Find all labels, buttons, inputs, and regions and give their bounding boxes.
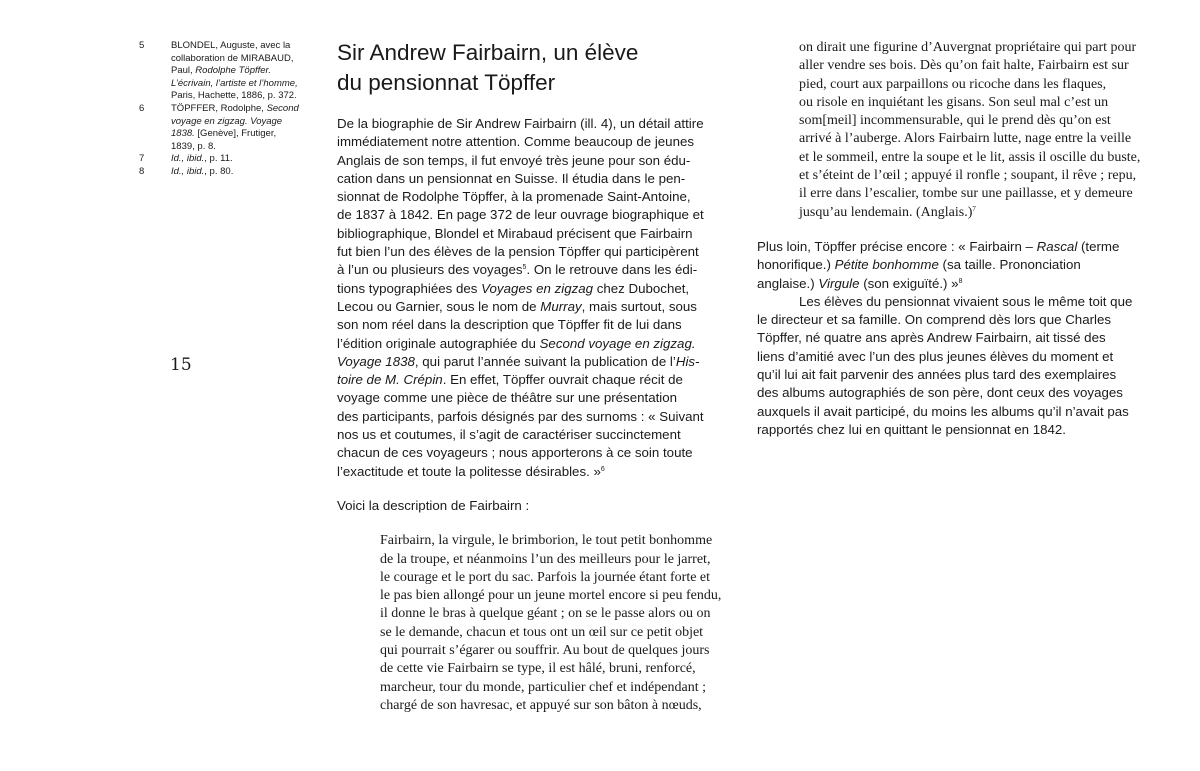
text-line: toire de M. Crépin. En effet, Töpffer ouvrait chaque récit de (337, 372, 683, 388)
text-line: immédiatement notre attention. Comme beaucoup de jeunes (337, 134, 695, 150)
text-line: anglaise.) Virgule (son exiguïté.) »$^8$ (757, 275, 963, 291)
footnote-number: 8 (139, 165, 145, 177)
quote-line: pied, court aux parpaillons ou ricoche dans les flaques, (799, 76, 1107, 92)
closing-paragraphs (757, 238, 1157, 439)
quote-line: arrivé à l’auberge. Alors Fairbairn lutte, nage entre la veille (799, 131, 1132, 147)
text-line: cation dans un pensionnat en Suisse. Il étudia dans le pen- (337, 170, 686, 186)
footnote-ref[interactable]: 6 (600, 465, 605, 473)
quote-line: de la troupe, et néanmoins l’un des meilleurs pour le jarret, (380, 551, 711, 567)
footnotes (137, 40, 317, 179)
quote-line: chargé de son havresac, et appuyé sur son bâton à nœuds, (380, 697, 702, 713)
block-quote-continued (799, 39, 1157, 222)
text-line: Anglais de son temps, il fut envoyé très jeune pour son édu- (337, 152, 691, 168)
text-line: honorifique.) Pétite bonhomme (sa taille. Prononciation (757, 257, 1081, 273)
footnote-line: 1838. [Genève], Frutiger, (171, 128, 277, 140)
quote-line: on dirait une figurine d’Auvergnat propriétaire qui part pour (799, 40, 1137, 55)
footnote-ref[interactable]: 8 (958, 277, 963, 285)
right-column (757, 39, 1157, 439)
footnote-line: Paris, Hachette, 1886, p. 372. (171, 90, 297, 102)
intro-paragraph (337, 115, 737, 515)
main-column (337, 38, 737, 715)
quote-line: marcheur, tour du monde, particulier chef et indépendant ; (380, 679, 706, 695)
article-title (337, 38, 737, 98)
quote-line: ou risole en inquiétant les gisans. Son seul mal c’est un (799, 94, 1109, 110)
text-line: l’édition originale autographiée du Second voyage en zigzag. (337, 335, 696, 351)
text-line: des albums autographiés de son père, dont ceux des voyages (757, 385, 1123, 401)
footnote-ref[interactable]: 5 (522, 264, 527, 272)
footnote-line: voyage en zigzag. Voyage (171, 115, 283, 127)
quote-line: de cette vie Fairbairn se type, il est hâlé, bruni, renforcé, (380, 661, 696, 677)
footnote-line: Id., ibid., p. 11. (171, 153, 233, 165)
quote-line: se le demande, chacun et tous ont un œil sur ce petit objet (380, 624, 704, 640)
quote-line: il erre dans l’escalier, tombe sur une paillasse, et y demeure (799, 186, 1133, 202)
quote-line: som[meil] incommensurable, qui le prend dès qu’on est (799, 113, 1111, 129)
footnote-number: 6 (139, 102, 145, 114)
text-line: tions typographiées des Voyages en zigzag chez Dubochet, (337, 280, 690, 296)
quote-line: et s’éteint de l’œil ; appuyé il ronfle ; soupant, il rêve ; repu, (799, 168, 1137, 184)
text-line: Voyage 1838, qui parut l’année suivant la publication de l’His- (337, 353, 700, 369)
text-line: l’exactitude et toute la politesse désirables. »$^6$ (337, 463, 605, 479)
footnote-ref[interactable]: 7 (972, 204, 976, 213)
title-line: du pensionnat Töpffer (337, 70, 556, 95)
text-line: sionnat de Rodolphe Töpffer, à la promenade Saint-Antoine, (337, 189, 691, 205)
text-line: à l’un ou plusieurs des voyages$^5$. On le retrouve dans les édi- (337, 262, 698, 278)
footnote-5 (137, 40, 317, 103)
text-line: auxquels il avait participé, du moins les albums qu’il n’avait pas (757, 403, 1129, 419)
text-line: Lecou ou Garnier, sous le nom de Murray, mais surtout, sous (337, 298, 697, 314)
text-line: fut bien l’un des élèves de la pension Töpffer qui participèrent (337, 244, 699, 260)
footnote-line: collaboration de MIRABAUD, (171, 52, 294, 64)
quote-line: le pas bien allongé pour un jeune mortel encore si peu fendu, (380, 588, 722, 604)
lead-in: Voici la description de Fairbairn : (337, 497, 530, 513)
text-line: de 1837 à 1842. En page 372 de leur ouvrage biographique et (337, 207, 704, 223)
text-line: bibliographique, Blondel et Mirabaud précisent que Fairbairn (337, 225, 693, 241)
footnote-7 (137, 153, 317, 166)
footnote-line: BLONDEL, Auguste, avec la (171, 40, 291, 51)
text-line: Plus loin, Töpffer précise encore : « Fairbairn – Rascal (terme (757, 238, 1120, 254)
text-line: des participants, parfois désignés par des surnoms : « Suivant (337, 408, 704, 424)
quote-line: jusqu’au lendemain. (Anglais.)$^7$ (799, 204, 976, 220)
title-line: Sir Andrew Fairbairn, un élève (337, 40, 639, 65)
text-line: liens d’amitié avec l’un des plus jeunes élèves du moment et (757, 348, 1114, 364)
footnote-number: 7 (139, 153, 145, 165)
text-line: son nom réel dans la description que Töpffer fit de lui dans (337, 317, 682, 333)
text-line: nos us et coutumes, il s’agit de caractériser succinctement (337, 427, 681, 443)
footnote-8 (137, 166, 317, 179)
text-line: le directeur et sa famille. On comprend dès lors que Charles (757, 312, 1112, 328)
text-line: Les élèves du pensionnat vivaient sous le même toit que (799, 293, 1133, 309)
quote-line: et le sommeil, entre la soupe et le lit, assis il oscille du buste, (799, 149, 1141, 165)
quote-line: qui pourrait s’égarer ou souffrir. Au bout de quelques jours (380, 643, 710, 659)
footnote-line: TÖPFFER, Rodolphe, Second (171, 102, 299, 114)
text-line: Töpffer, né quatre ans après Andrew Fairbairn, ait tissé des (757, 330, 1106, 346)
page-number: 15 (170, 355, 192, 375)
block-quote (380, 532, 737, 715)
text-line: De la biographie de Sir Andrew Fairbairn (ill. 4), un détail attire (337, 116, 704, 131)
footnote-line: 1839, p. 8. (171, 140, 216, 152)
footnote-6 (137, 103, 317, 153)
quote-line: Fairbairn, la virgule, le brimborion, le tout petit bonhomme (380, 533, 713, 549)
quote-line: il donne le bras à quelque géant ; on se le passe alors ou on (380, 606, 711, 622)
footnote-line: Paul, Rodolphe Töpffer. (171, 65, 271, 77)
text-line: rapportés chez lui en quittant le pensionnat en 1842. (757, 421, 1067, 437)
footnote-number: 5 (139, 40, 145, 51)
quote-line: aller vendre ses bois. Dès qu’on fait halte, Fairbairn est sur (799, 58, 1129, 74)
text-line: chacun de ces voyageurs ; nous apporterons à ce soin toute (337, 445, 693, 461)
quote-line: le courage et le port du sac. Parfois la journée étant forte et (380, 569, 711, 585)
footnote-line: Id., ibid., p. 80. (171, 165, 234, 177)
footnote-line: L’écrivain, l’artiste et l’homme, (171, 77, 298, 89)
text-line: voyage comme une pièce de théâtre sur une présentation (337, 390, 678, 406)
text-line: qu’il lui ait fait parvenir des années plus tard des exemplaires (757, 367, 1117, 383)
